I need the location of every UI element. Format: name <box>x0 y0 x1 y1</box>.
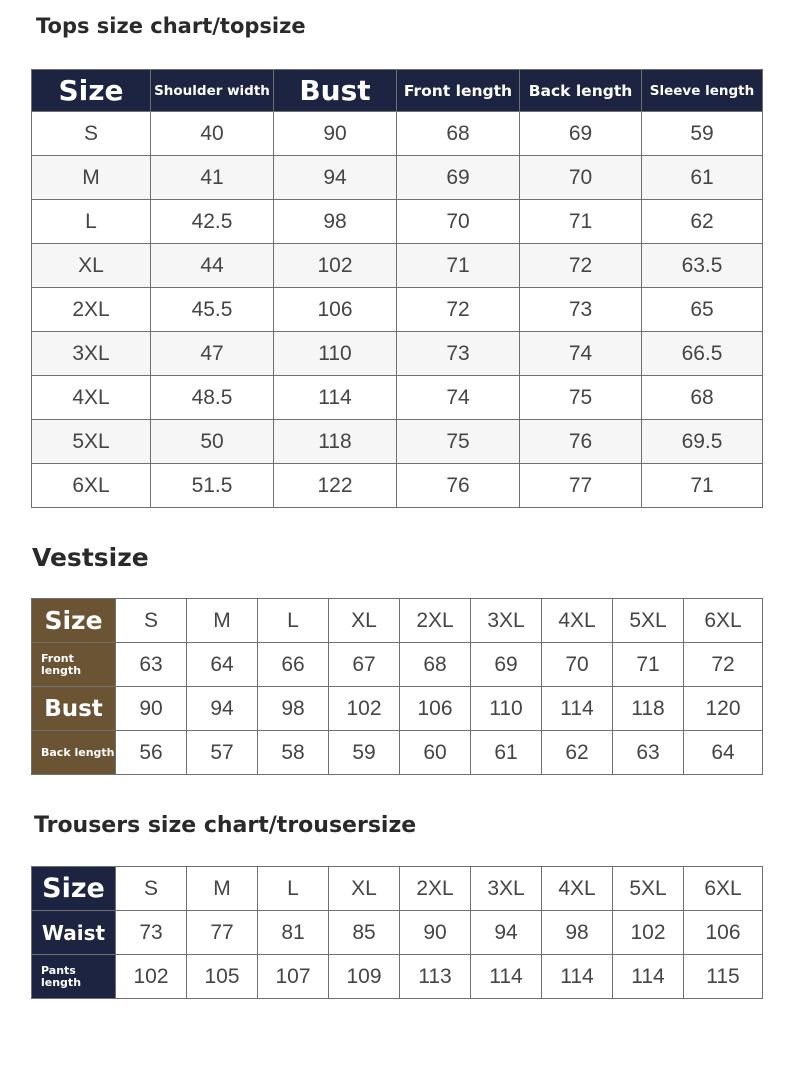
bust-cell: 90 <box>274 112 397 156</box>
size-cell: 6XL <box>32 464 151 508</box>
vest-cell: 67 <box>329 643 400 687</box>
vest-cell: 63 <box>613 731 684 775</box>
vest-cell: 5XL <box>613 599 684 643</box>
size-cell: 3XL <box>32 332 151 376</box>
tops-header-sleeve-length: Sleeve length <box>642 70 763 112</box>
vest-cell: 60 <box>400 731 471 775</box>
tops-header-bust: Bust <box>274 70 397 112</box>
bust-cell: 94 <box>274 156 397 200</box>
vest-cell: M <box>187 599 258 643</box>
trousers-cell: 6XL <box>684 867 763 911</box>
vest-cell: 3XL <box>471 599 542 643</box>
tops-row-s <box>32 112 763 156</box>
sleeve-cell: 65 <box>642 288 763 332</box>
size-cell: L <box>32 200 151 244</box>
size-cell: 5XL <box>32 420 151 464</box>
shoulder-cell: 40 <box>151 112 274 156</box>
front-length-cell: 68 <box>397 112 520 156</box>
trousers-cell: 114 <box>542 955 613 999</box>
trousers-cell: 113 <box>400 955 471 999</box>
trousers-cell: 114 <box>613 955 684 999</box>
vest-cell: 72 <box>684 643 763 687</box>
shoulder-cell: 41 <box>151 156 274 200</box>
front-length-cell: 71 <box>397 244 520 288</box>
vest-cell: 68 <box>400 643 471 687</box>
vest-cell: 102 <box>329 687 400 731</box>
front-length-cell: 69 <box>397 156 520 200</box>
trousers-row-size <box>32 867 763 911</box>
back-length-cell: 69 <box>520 112 642 156</box>
vest-cell: 118 <box>613 687 684 731</box>
trousers-cell: 81 <box>258 911 329 955</box>
shoulder-cell: 51.5 <box>151 464 274 508</box>
sleeve-cell: 71 <box>642 464 763 508</box>
trousers-cell: 4XL <box>542 867 613 911</box>
shoulder-cell: 44 <box>151 244 274 288</box>
vest-cell: 90 <box>116 687 187 731</box>
tops-row-6xl <box>32 464 763 508</box>
trousers-label-size: Size <box>32 867 116 911</box>
back-length-cell: 70 <box>520 156 642 200</box>
tops-row-m <box>32 156 763 200</box>
shoulder-cell: 50 <box>151 420 274 464</box>
sleeve-cell: 66.5 <box>642 332 763 376</box>
trousers-cell: 102 <box>613 911 684 955</box>
tops-row-4xl <box>32 376 763 420</box>
tops-row-l <box>32 200 763 244</box>
sleeve-cell: 63.5 <box>642 244 763 288</box>
vest-size-chart-title: Vestsize <box>32 543 149 572</box>
size-cell: 2XL <box>32 288 151 332</box>
tops-header-front-length: Front length <box>397 70 520 112</box>
sleeve-cell: 69.5 <box>642 420 763 464</box>
vest-cell: 56 <box>116 731 187 775</box>
size-cell: 4XL <box>32 376 151 420</box>
vest-size-table <box>31 598 763 775</box>
back-length-cell: 72 <box>520 244 642 288</box>
sleeve-cell: 68 <box>642 376 763 420</box>
bust-cell: 106 <box>274 288 397 332</box>
front-length-cell: 74 <box>397 376 520 420</box>
bust-cell: 110 <box>274 332 397 376</box>
vest-cell: 69 <box>471 643 542 687</box>
shoulder-cell: 45.5 <box>151 288 274 332</box>
vest-cell: 98 <box>258 687 329 731</box>
trousers-cell: 90 <box>400 911 471 955</box>
shoulder-cell: 47 <box>151 332 274 376</box>
tops-row-3xl <box>32 332 763 376</box>
trousers-cell: 115 <box>684 955 763 999</box>
sleeve-cell: 61 <box>642 156 763 200</box>
trousers-cell: 77 <box>187 911 258 955</box>
trousers-row-waist <box>32 911 763 955</box>
trousers-label-waist: Waist <box>32 911 116 955</box>
vest-cell: 64 <box>684 731 763 775</box>
vest-label-front-length: Front length <box>32 643 116 687</box>
vest-cell: 71 <box>613 643 684 687</box>
tops-header-size: Size <box>32 70 151 112</box>
bust-cell: 122 <box>274 464 397 508</box>
bust-cell: 102 <box>274 244 397 288</box>
vest-cell: 106 <box>400 687 471 731</box>
trousers-cell: 105 <box>187 955 258 999</box>
vest-cell: 94 <box>187 687 258 731</box>
front-length-cell: 75 <box>397 420 520 464</box>
tops-header-back-length: Back length <box>520 70 642 112</box>
shoulder-cell: 42.5 <box>151 200 274 244</box>
back-length-cell: 76 <box>520 420 642 464</box>
trousers-row-pants-length <box>32 955 763 999</box>
trousers-cell: 106 <box>684 911 763 955</box>
trousers-cell: XL <box>329 867 400 911</box>
trousers-label-pants-length: Pants length <box>32 955 116 999</box>
tops-row-xl <box>32 244 763 288</box>
trousers-cell: 3XL <box>471 867 542 911</box>
vest-cell: 2XL <box>400 599 471 643</box>
vest-cell: 4XL <box>542 599 613 643</box>
vest-cell: 63 <box>116 643 187 687</box>
vest-cell: 120 <box>684 687 763 731</box>
vest-cell: 59 <box>329 731 400 775</box>
back-length-cell: 74 <box>520 332 642 376</box>
vest-cell: 66 <box>258 643 329 687</box>
bust-cell: 114 <box>274 376 397 420</box>
vest-cell: 58 <box>258 731 329 775</box>
vest-row-bust <box>32 687 763 731</box>
vest-cell: 6XL <box>684 599 763 643</box>
vest-row-front-length <box>32 643 763 687</box>
trousers-cell: 5XL <box>613 867 684 911</box>
tops-row-2xl <box>32 288 763 332</box>
vest-cell: S <box>116 599 187 643</box>
trousers-cell: 109 <box>329 955 400 999</box>
trousers-cell: M <box>187 867 258 911</box>
size-cell: XL <box>32 244 151 288</box>
front-length-cell: 70 <box>397 200 520 244</box>
back-length-cell: 71 <box>520 200 642 244</box>
vest-cell: L <box>258 599 329 643</box>
vest-label-bust: Bust <box>32 687 116 731</box>
vest-cell: 61 <box>471 731 542 775</box>
vest-cell: 64 <box>187 643 258 687</box>
back-length-cell: 77 <box>520 464 642 508</box>
bust-cell: 118 <box>274 420 397 464</box>
trousers-cell: 94 <box>471 911 542 955</box>
tops-size-chart-title: Tops size chart/topsize <box>36 14 306 38</box>
bust-cell: 98 <box>274 200 397 244</box>
front-length-cell: 76 <box>397 464 520 508</box>
trousers-size-chart-title: Trousers size chart/trousersize <box>34 813 417 838</box>
vest-label-back-length: Back length <box>32 731 116 775</box>
vest-cell: XL <box>329 599 400 643</box>
front-length-cell: 72 <box>397 288 520 332</box>
sleeve-cell: 59 <box>642 112 763 156</box>
trousers-cell: 114 <box>471 955 542 999</box>
back-length-cell: 73 <box>520 288 642 332</box>
trousers-cell: 73 <box>116 911 187 955</box>
trousers-cell: 102 <box>116 955 187 999</box>
trousers-cell: 85 <box>329 911 400 955</box>
vest-cell: 62 <box>542 731 613 775</box>
vest-cell: 110 <box>471 687 542 731</box>
size-cell: M <box>32 156 151 200</box>
trousers-cell: 98 <box>542 911 613 955</box>
vest-cell: 114 <box>542 687 613 731</box>
shoulder-cell: 48.5 <box>151 376 274 420</box>
vest-cell: 70 <box>542 643 613 687</box>
vest-cell: 57 <box>187 731 258 775</box>
sleeve-cell: 62 <box>642 200 763 244</box>
tops-row-5xl <box>32 420 763 464</box>
trousers-cell: 107 <box>258 955 329 999</box>
vest-row-size <box>32 599 763 643</box>
vest-row-back-length <box>32 731 763 775</box>
vest-label-size: Size <box>32 599 116 643</box>
tops-header-shoulder-width: Shoulder width <box>151 70 274 112</box>
size-cell: S <box>32 112 151 156</box>
back-length-cell: 75 <box>520 376 642 420</box>
trousers-size-table <box>31 866 763 999</box>
front-length-cell: 73 <box>397 332 520 376</box>
tops-size-table <box>31 69 763 508</box>
trousers-cell: 2XL <box>400 867 471 911</box>
tops-header-row <box>32 70 763 112</box>
trousers-cell: L <box>258 867 329 911</box>
trousers-cell: S <box>116 867 187 911</box>
